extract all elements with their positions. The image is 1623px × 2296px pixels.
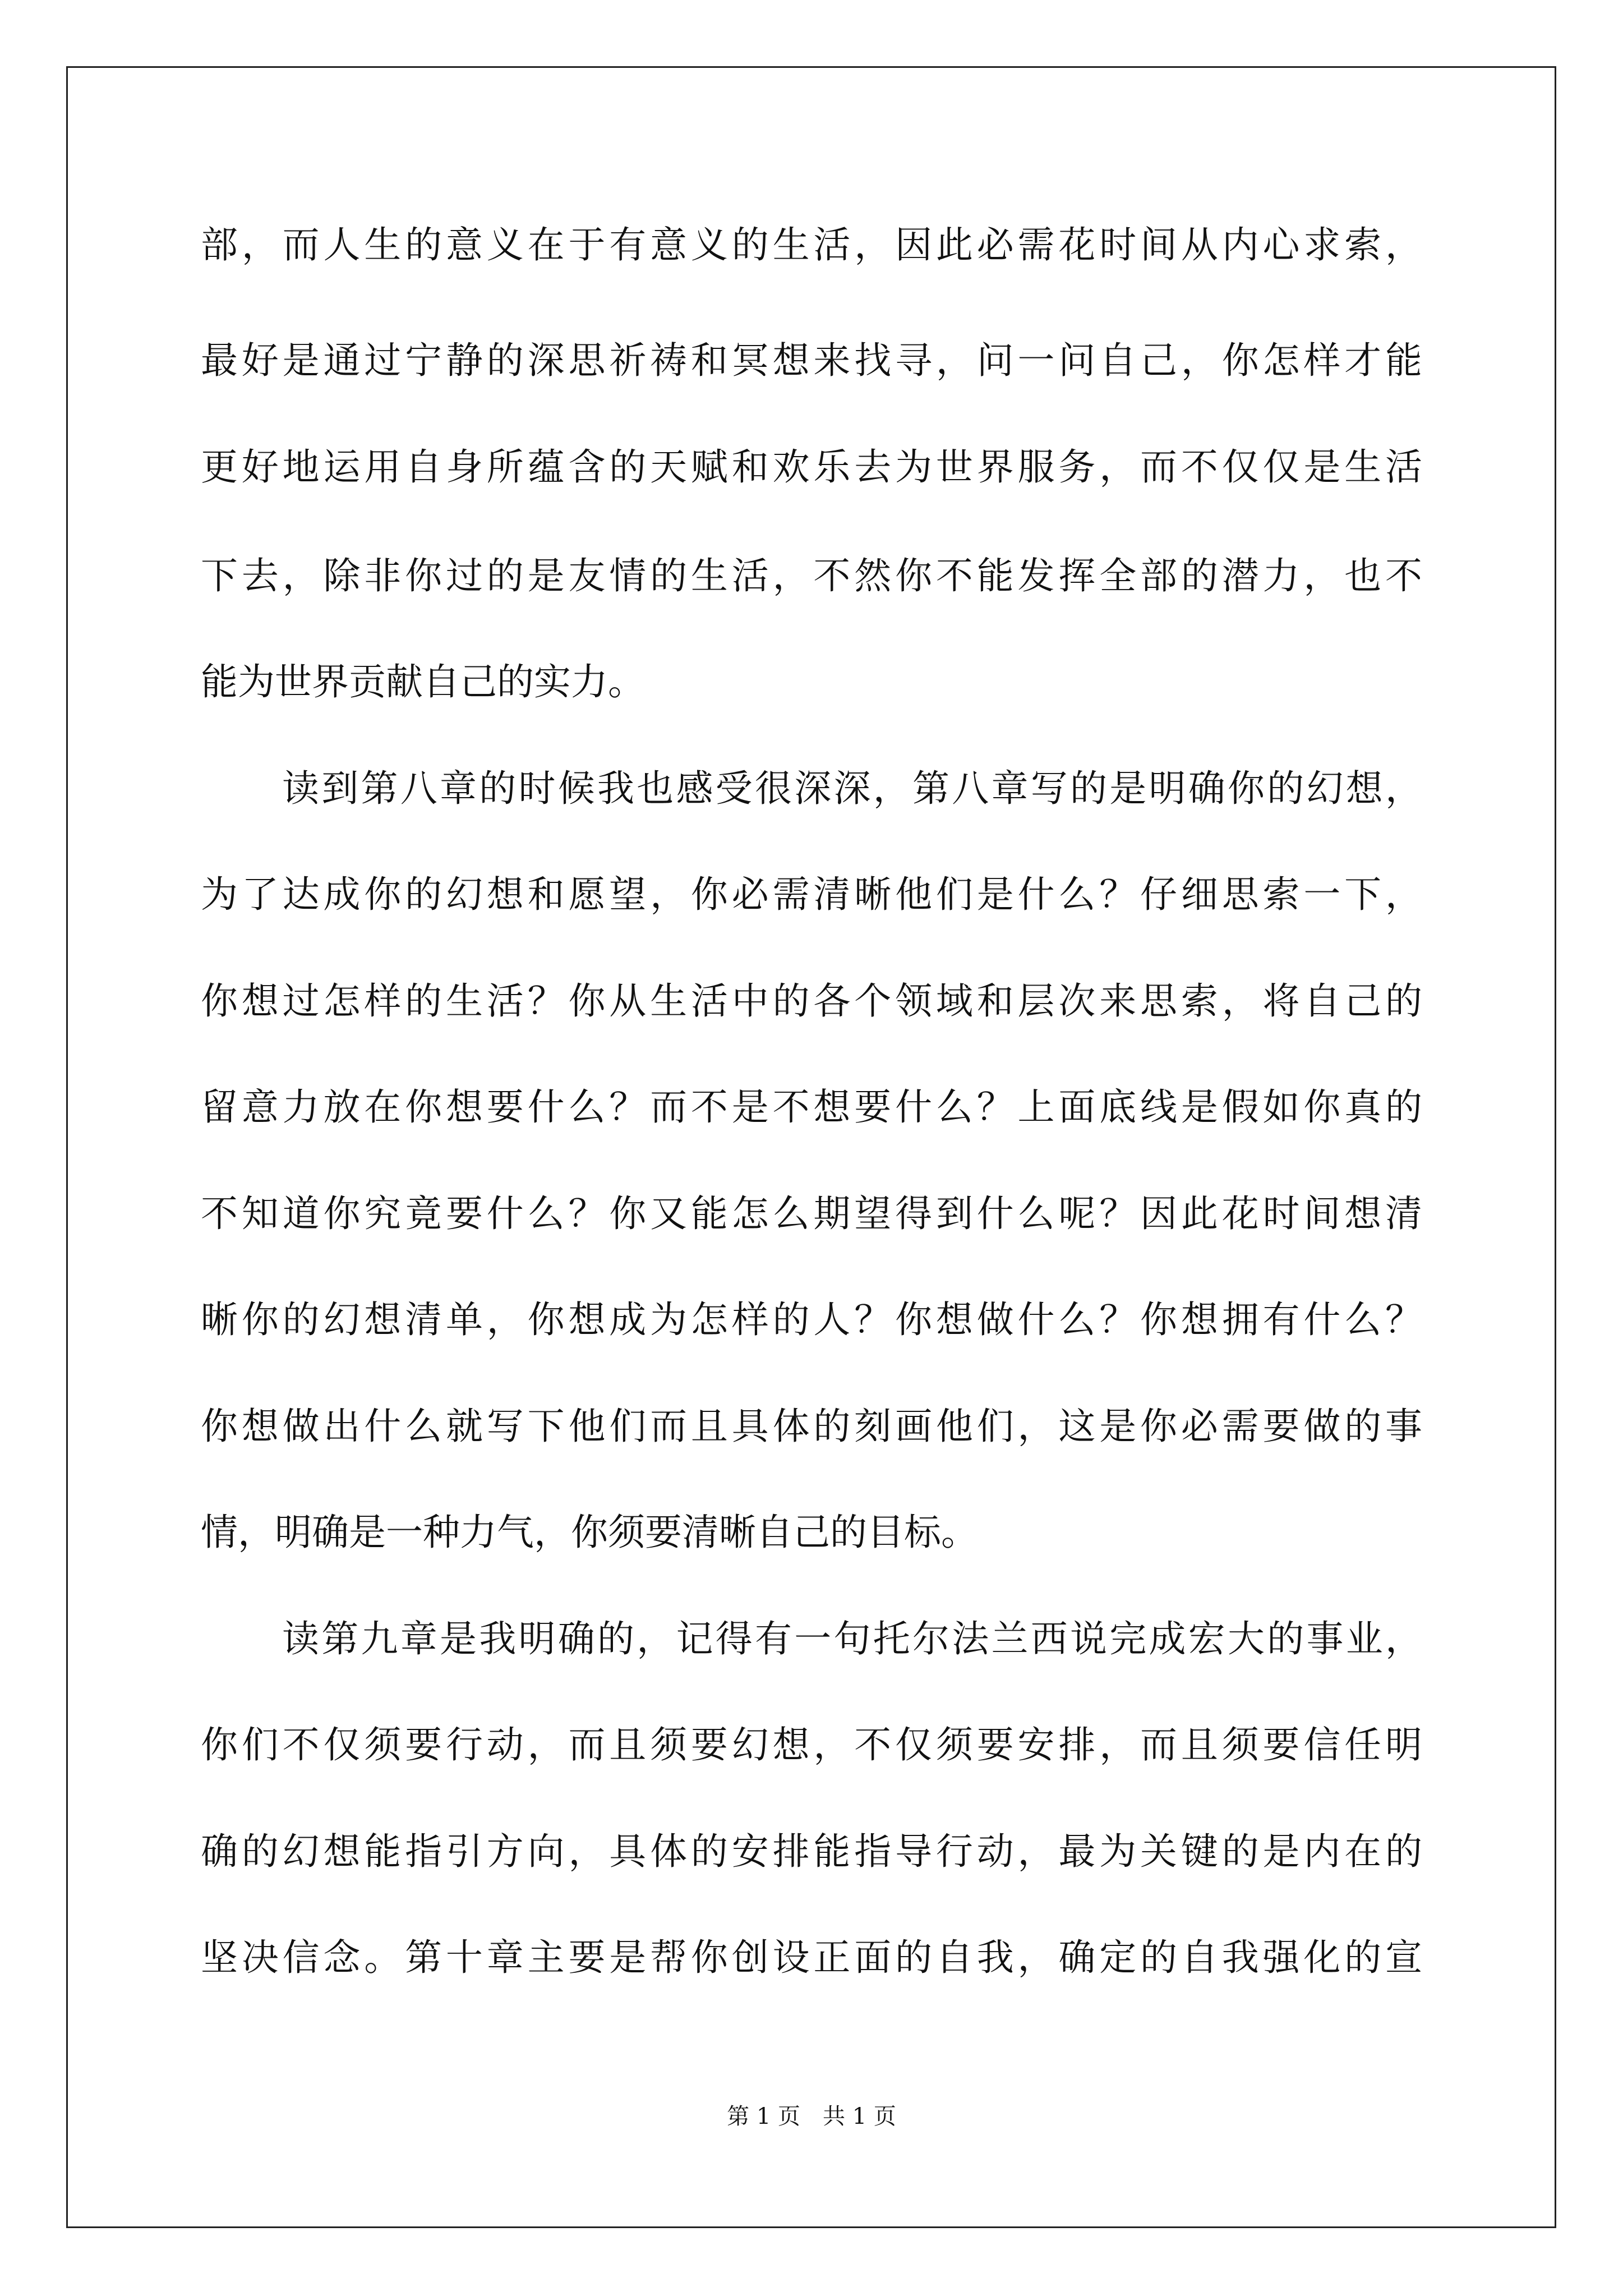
text-line-4: 下去，除非你过的是友情的生活，不然你不能发挥全部的潜力，也不 [201, 554, 1422, 597]
text-line-2: 最好是通过宁静的深思祈祷和冥想来找寻，问一问自己，你怎样才能 [201, 339, 1422, 382]
text-line-9: 留意力放在你想要什么？而不是不想要什么？上面底线是假如你真的 [201, 1085, 1422, 1129]
text-line-1: 部，而人生的意义在于有意义的生活，因此必需花时间从内心求索， [201, 223, 1422, 266]
text-line-15: 你们不仅须要行动，而且须要幻想，不仅须要安排，而且须要信任明 [201, 1723, 1422, 1766]
text-line-8: 你想过怎样的生活？你从生活中的各个领域和层次来思索，将自己的 [201, 979, 1422, 1023]
text-line-5: 能为世界贡献自己的实力。 [201, 660, 645, 703]
text-line-13: 情，明确是一种力气，你须要清晰自己的目标。 [201, 1511, 978, 1554]
text-line-17: 坚决信念。第十章主要是帮你创设正面的自我，确定的自我强化的宣 [201, 1936, 1422, 1979]
page-footer: 第 1 页 共 1 页 [727, 2104, 896, 2129]
text-line-11: 晰你的幻想清单，你想成为怎样的人？你想做什么？你想拥有什么？ [201, 1298, 1422, 1341]
text-line-6: 读到第八章的时候我也感受很深深，第八章写的是明确你的幻想， [282, 767, 1422, 810]
page-border [66, 66, 1556, 2228]
text-line-16: 确的幻想能指引方向，具体的安排能指导行动，最为关键的是内在的 [201, 1830, 1422, 1873]
text-line-7: 为了达成你的幻想和愿望，你必需清晰他们是什么？仔细思索一下， [201, 873, 1422, 916]
text-line-3: 更好地运用自身所蕴含的天赋和欢乐去为世界服务，而不仅仅是生活 [201, 445, 1422, 489]
text-line-10: 不知道你究竟要什么？你又能怎么期望得到什么呢？因此花时间想清 [201, 1192, 1422, 1235]
text-line-14: 读第九章是我明确的，记得有一句托尔法兰西说完成宏大的事业， [282, 1617, 1422, 1660]
text-line-12: 你想做出什么就写下他们而且具体的刻画他们，这是你必需要做的事 [201, 1405, 1422, 1448]
